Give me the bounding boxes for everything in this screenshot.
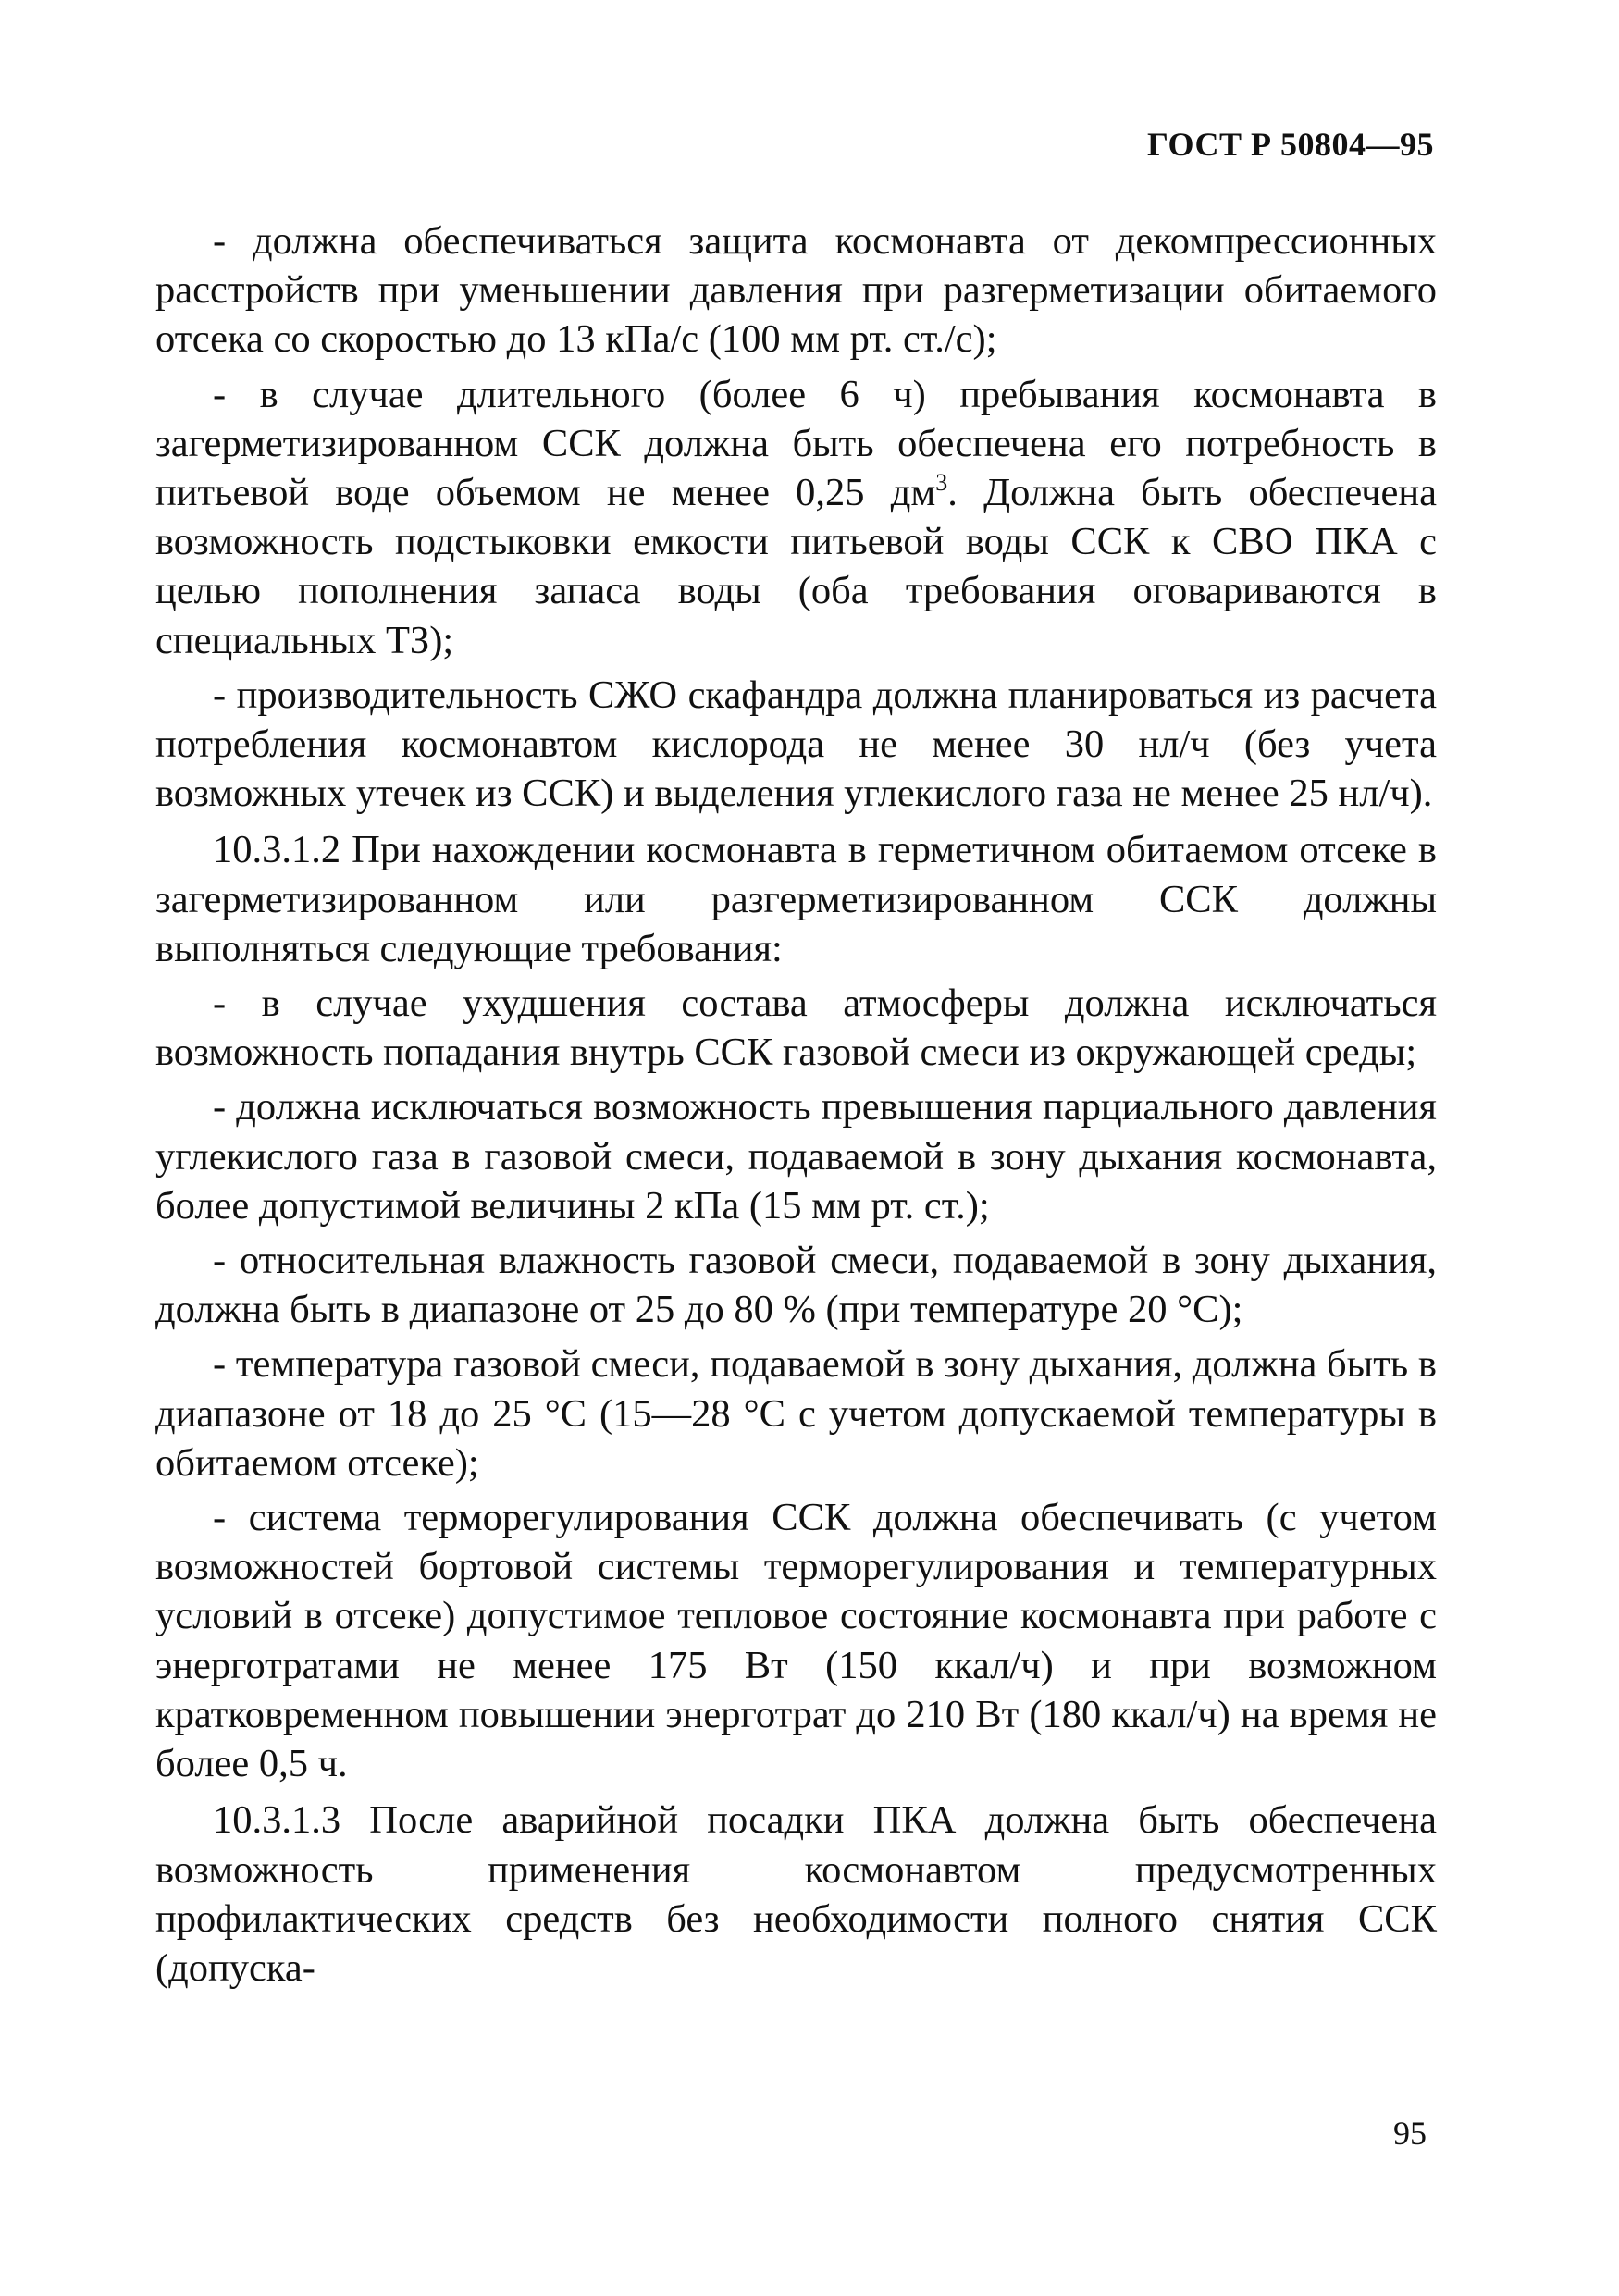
requirement-humidity: - относительная влажность газовой смеси, подаваемой в зону дыхания, должна быть в диапазоне от 25 до 80 % (при температуре 20 °С); [155,1239,1437,1332]
requirement-drinking-water-text-after: . Должна быть обеспечена возможность подстыковки емкости питьевой воды ССК к СВО ПКА с целью пополнения запаса воды (оба требования оговариваются в специальных ТЗ); [155,471,1437,662]
page-number: 95 [1393,2115,1427,2152]
requirement-life-support-capacity: - производительность СЖО скафандра должна планироваться из расчета потребления космонавтом кислорода не менее 30 нл/ч (без учета возможных утечек из ССК) и выделения углекислого газа не менее 25 нл/ч). [155,673,1437,816]
requirement-co2-partial-pressure: - должна исключаться возможность превышения парциального давления углекислого газа в газовой смеси, подаваемой в зону дыхания космонавта, более допустимой величины 2 кПа (15 мм рт. ст.); [155,1085,1437,1228]
requirement-atmosphere-ingress: - в случае ухудшения состава атмосферы должна исключаться возможность попадания внутрь ССК газовой смеси из окружающей среды; [155,981,1437,1075]
clause-10-3-1-2: 10.3.1.2 При нахождении космонавта в герметичном обитаемом отсеке в загерметизированном или разгерметизированном ССК должны выполняться следующие требования: [155,828,1437,970]
requirement-drinking-water [155,370,1437,665]
clause-10-3-1-3: 10.3.1.3 После аварийной посадки ПКА должна быть обеспечена возможность применения космонавтом предусмотренных профилактических средств без необходимости полного снятия ССК (допуска- [155,1798,1437,1990]
body-text [155,211,1437,1993]
requirement-gas-temperature: - температура газовой смеси, подаваемой в зону дыхания, должна быть в диапазоне от 18 до 25 °С (15—28 °С с учетом допускаемой температуры в обитаемом отсеке); [155,1342,1437,1485]
requirement-thermal-regulation: - система терморегулирования ССК должна обеспечивать (с учетом возможностей бортовой системы терморегулирования и температурных условий в отсеке) допустимое тепловое состояние космонавта при работе с энерготратами не менее 175 Вт (150 ккал/ч) и при возможном кратковременном повышении энерготрат до 210 Вт (180 ккал/ч) на время не более 0,5 ч. [155,1496,1437,1786]
requirement-decompression: - должна обеспечиваться защита космонавта от декомпрессионных расстройств при уменьшении давления при разгерметизации обитаемого отсека со скоростью до 13 кПа/с (100 мм рт. ст./с); [155,219,1437,362]
standard-header: ГОСТ Р 50804—95 [1147,126,1434,163]
requirement-drinking-water-text-before: - в случае длительного (более 6 ч) пребывания космонавта в загерметизированном ССК должна быть обеспечена его потребность в питьевой воде объемом не менее 0,25 дм [155,372,1437,515]
requirement-drinking-water-superscript: 3 [935,469,948,497]
